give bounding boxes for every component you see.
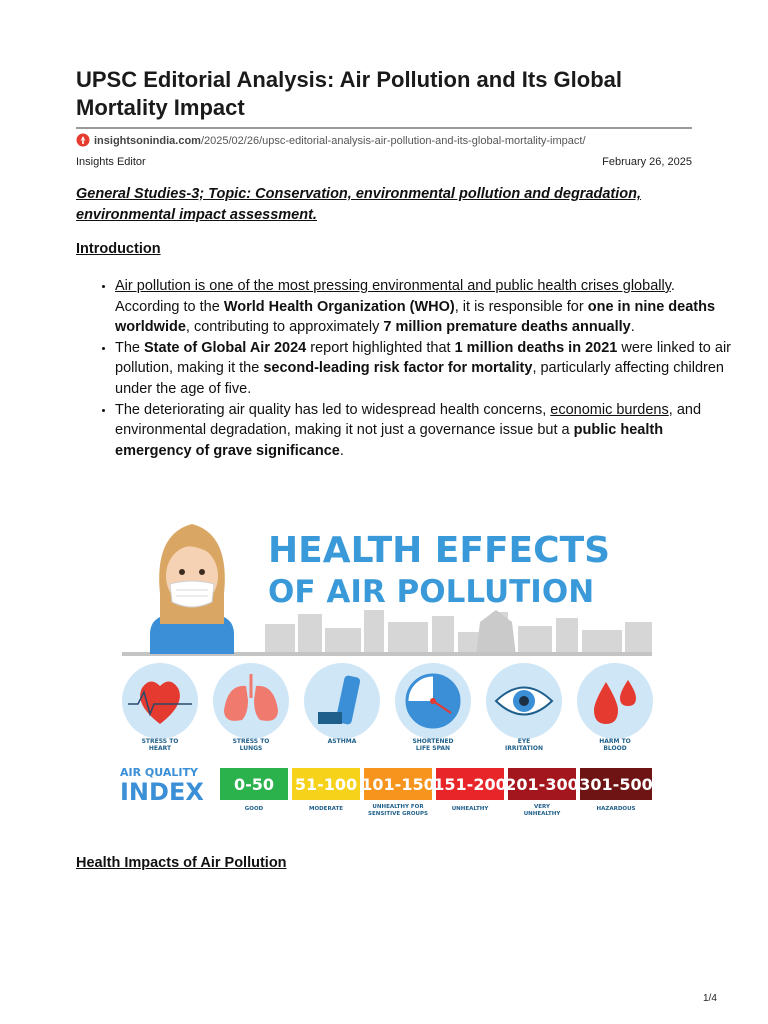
effect-label: ASTHMA bbox=[327, 738, 357, 745]
intro-bullet-list bbox=[76, 276, 731, 461]
bold-run: second-leading risk factor for mortality bbox=[263, 360, 533, 377]
source-link[interactable] bbox=[76, 133, 586, 147]
infographic-title-line2: OF AIR POLLUTION bbox=[268, 574, 595, 610]
woman-mask-illustration bbox=[150, 524, 234, 654]
aqi-range: 201-300 bbox=[505, 775, 579, 794]
effect-label: HARM TO bbox=[599, 738, 631, 745]
aqi-category: UNHEALTHY bbox=[451, 806, 489, 812]
source-domain[interactable]: insightsonindia.com bbox=[94, 135, 201, 147]
text-run: were linked to air pollution, making it the bbox=[115, 339, 731, 377]
health-impacts-heading: Health Impacts of Air Pollution bbox=[76, 855, 287, 871]
effect-label: BLOOD bbox=[603, 745, 627, 752]
aqi-category: HAZARDOUS bbox=[596, 806, 636, 812]
effect-eye bbox=[486, 663, 562, 752]
inline-link[interactable]: Air pollution is one of the most pressing environmental and public health crises globally bbox=[115, 278, 671, 294]
aqi-category: MODERATE bbox=[308, 806, 344, 812]
text-run: The bbox=[115, 339, 145, 356]
aqi-range: 151-200 bbox=[433, 775, 507, 794]
text-run: , it is responsible for bbox=[454, 298, 588, 315]
aqi-category: GOOD bbox=[244, 806, 264, 812]
author-name: Insights Editor bbox=[76, 156, 146, 168]
text-run: report highlighted that bbox=[306, 339, 455, 356]
aqi-range: 0-50 bbox=[233, 775, 275, 794]
infographic-title-line1: HEALTH EFFECTS bbox=[268, 530, 611, 571]
text-run: . bbox=[339, 442, 344, 459]
text-run: , contributing to approximately bbox=[185, 319, 384, 336]
aqi-range: 301-500 bbox=[579, 775, 653, 794]
text-run: . bbox=[630, 319, 635, 336]
bold-run: 7 million premature deaths annually bbox=[383, 319, 631, 336]
aqi-range: 51-100 bbox=[294, 775, 358, 794]
effect-heart bbox=[122, 663, 198, 752]
effect-label: STRESS TO bbox=[232, 738, 270, 745]
effect-lungs bbox=[213, 663, 289, 752]
aqi-label-big: INDEX bbox=[120, 778, 204, 806]
text-run: The deteriorating air quality has led to widespread health concerns, bbox=[115, 401, 551, 418]
bold-run: one in nine deaths worldwide bbox=[115, 298, 716, 336]
list-item bbox=[115, 276, 731, 338]
aqi-range: 101-150 bbox=[361, 775, 435, 794]
aqi-scale bbox=[220, 768, 653, 817]
bold-run: public health emergency of grave significance bbox=[115, 422, 664, 459]
text-run: . According to the bbox=[115, 278, 675, 315]
aqi-category: UNHEALTHY bbox=[523, 811, 561, 817]
inline-link[interactable]: economic burdens bbox=[550, 401, 669, 418]
effect-label: IRRITATION bbox=[505, 745, 543, 752]
effect-label: LIFE SPAN bbox=[415, 745, 451, 752]
bold-run: World Health Organization (WHO) bbox=[223, 298, 455, 315]
effect-label: EYE bbox=[517, 738, 531, 745]
effect-label: LUNGS bbox=[239, 745, 263, 752]
aqi-category: UNHEALTHY FOR bbox=[372, 804, 424, 810]
text-run: , and environmental degradation, making it not just a governance issue but a bbox=[115, 401, 702, 439]
source-path[interactable]: /2025/02/26/upsc-editorial-analysis-air-pollution-and-its-global-mortality-impact/ bbox=[200, 135, 586, 147]
effect-label: STRESS TO bbox=[141, 738, 179, 745]
list-item bbox=[115, 400, 731, 462]
list-item bbox=[115, 338, 731, 400]
title-divider bbox=[76, 127, 692, 129]
bold-run: 1 million deaths in 2021 bbox=[454, 339, 618, 356]
publish-date: February 26, 2025 bbox=[602, 156, 692, 168]
article-title: UPSC Editorial Analysis: Air Pollution and Its Global Mortality Impact bbox=[76, 67, 622, 120]
effect-label: HEART bbox=[148, 745, 172, 752]
page-number: 1/4 bbox=[703, 993, 717, 1004]
aqi-label-small: AIR QUALITY bbox=[120, 766, 198, 779]
gs-topic-line: General Studies-3; Topic: Conservation, environmental pollution and degradation, environmental impact assessment. bbox=[76, 186, 642, 223]
aqi-category: VERY bbox=[534, 804, 550, 810]
effect-label: SHORTENED bbox=[412, 738, 454, 745]
intro-heading: Introduction bbox=[76, 241, 161, 257]
effect-blood bbox=[577, 663, 653, 752]
bold-run: State of Global Air 2024 bbox=[144, 339, 307, 356]
insights-logo-icon bbox=[76, 133, 90, 147]
effect-life-span bbox=[395, 663, 471, 752]
aqi-category: SENSITIVE GROUPS bbox=[368, 811, 428, 817]
air-pollution-infographic bbox=[120, 514, 656, 824]
text-run: , particularly affecting children under the age of five. bbox=[115, 360, 724, 397]
effect-asthma bbox=[304, 663, 380, 745]
